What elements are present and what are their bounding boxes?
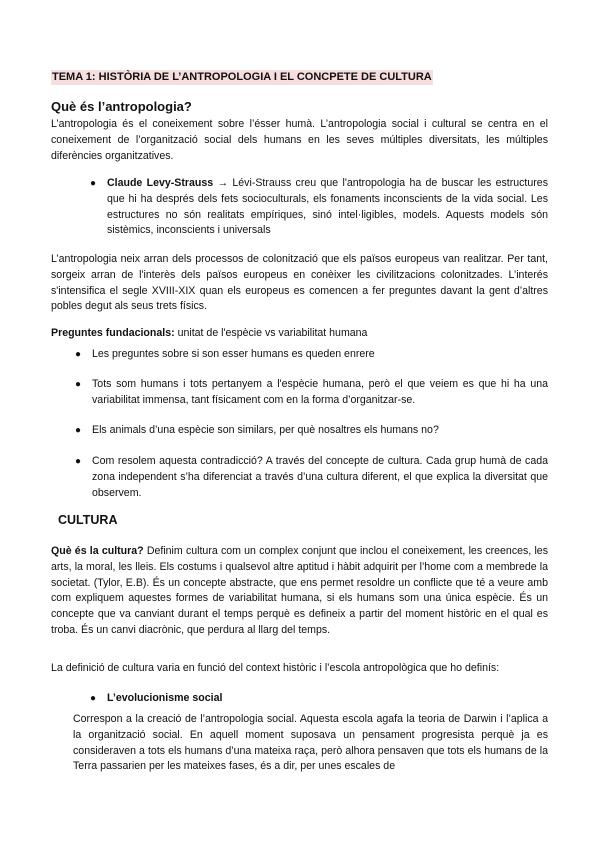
- list-item-text: Com resolem aquesta contradicció? A través del concepte de cultura. Cada grup humà de cada zona independent s’ha diferenciat a través d’una cultura diferent, el que explica la diversitat que observem.: [92, 455, 548, 499]
- list-item-text: Tots som humans i tots pertanyem a l'espècie humana, però el que veiem es que hi ha una variabilitat immensa, tant físicament com en la forma d’organitzar-se.: [92, 378, 548, 406]
- culture-definition-text: Definim cultura com un complex conjunt que inclou el coneixement, les creences, les arts, la moral, les lleis. Els costums i qualsevol altre aptitud i hàbit adquirit per l’home com a membrede la societat. (Tylor, E.B). És un concepte abstracte, que ens permet resoldre un conflicte que té a veure amb com expliquem aquestes formes de variabilitat humana, si els humans som una única espècie. És un concepte que va canviant durant el temps perquè es defineix a partir del moment històric en el qual es troba. És un canvi diacrònic, que perdura al llarg del temps.: [51, 545, 548, 636]
- school-heading: L’evolucionisme social: [107, 692, 223, 704]
- list-item: [75, 347, 548, 363]
- school-heading-item: [90, 691, 548, 707]
- culture-definition: [51, 544, 548, 639]
- levi-strauss-text: → Lévi-Strauss creu que l'antropologia ha de buscar les estructures que hi ha després dels fets socioculturals, els fonaments inconscients de la vida social. Les estructures no són realitats empíriques, sinó intel·ligibles, models. Aquests models són sistèmics, inconscients i universals: [107, 177, 548, 237]
- origin-paragraph: L’antropologia neix arran dels processos de colonització que els països europeus van realitzar. Per tant, sorgeix arran de l'interès dels països europeus en conèixer les civilitzacions colonitzades. L’interés s'intensifica el segle XVIII-XIX quan els europeus es comencen a fer preguntes davant la gent d’altres pobles degut als seus trets físics.: [51, 253, 548, 313]
- bullet-icon: ●: [75, 379, 82, 390]
- bullet-icon: ●: [90, 178, 97, 189]
- list-item: [75, 454, 548, 501]
- list-item-text: Les preguntes sobre si son esser humans es queden enrere: [92, 348, 375, 360]
- variation-paragraph: La definició de cultura varia en funció del context històric i l’escola antropològica que ho definís:: [51, 662, 500, 674]
- culture-question: Què és la cultura?: [51, 545, 144, 557]
- bullet-icon: ●: [75, 349, 82, 360]
- bullet-icon: ●: [75, 456, 82, 467]
- section-heading-culture: CULTURA: [58, 513, 118, 527]
- levi-strauss-name: Claude Levy-Strauss: [107, 177, 214, 189]
- questions-label: Preguntes fundacionals:: [51, 327, 175, 339]
- intro-paragraph: L’antropologia és el coneixement sobre l’ésser humà. L’antropologia social i cultural se centra en el coneixement de l’organització social dels humans en les seves múltiples diversitats, les múltiples diferències organitzatives.: [51, 118, 548, 162]
- questions-text: unitat de l'espècie vs variabilitat humana: [174, 327, 368, 339]
- list-item: [75, 377, 548, 409]
- list-item: [75, 423, 548, 439]
- document-title: TEMA 1: HISTÒRIA DE L’ANTROPOLOGIA I EL CONCPETE DE CULTURA: [52, 71, 432, 83]
- bullet-levi-strauss: [90, 176, 548, 239]
- questions-line: [51, 326, 548, 342]
- section-heading-anthropology: Què és l’antropologia?: [51, 99, 192, 114]
- school-paragraph: Correspon a la creació de l’antropologia social. Aquesta escola agafa la teoria de Darwin i l’aplica a la organització social. En aquell moment suposava un pensament progresista perquè ja es consideraven a tots els humans d’una mateixa raça, però alhora pensaven que tots els humans de la Terra passarien per les mateixes fases, és a dir, per unes escales de: [73, 713, 548, 773]
- bullet-icon: ●: [90, 693, 97, 704]
- list-item-text: Els animals d’una espècie son similars, per què nosaltres els humans no?: [92, 424, 439, 436]
- bullet-icon: ●: [75, 425, 82, 436]
